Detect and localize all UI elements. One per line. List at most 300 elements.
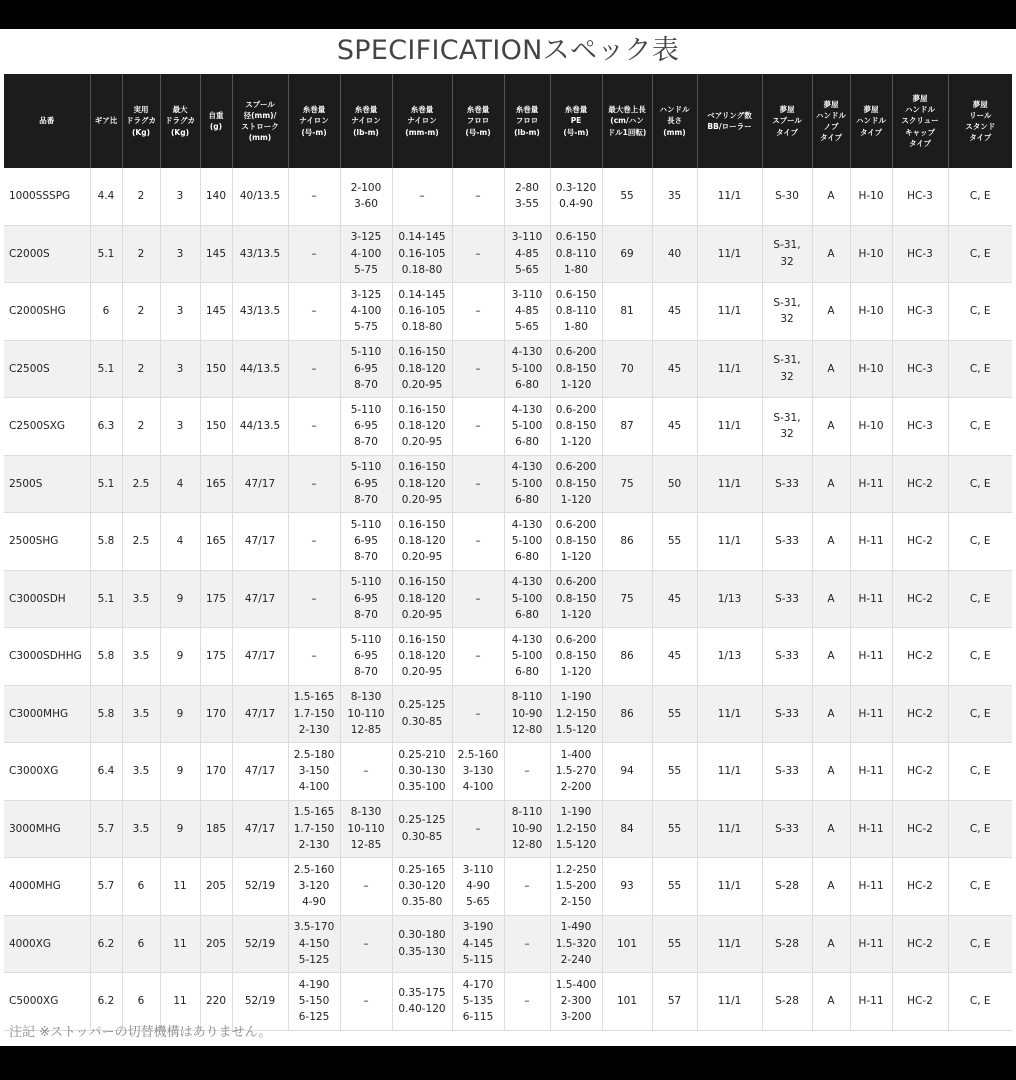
table-cell: 57 — [652, 973, 697, 1031]
cell-line: 5-150 — [298, 995, 330, 1008]
cell-line: S-31, — [773, 411, 801, 424]
table-cell — [762, 398, 812, 456]
table-cell: – — [452, 398, 504, 456]
table-cell — [288, 858, 340, 916]
table-cell: C, E — [948, 398, 1012, 456]
cell-line: 0.16-150 — [398, 403, 446, 416]
cell-line: 径(mm)/ — [243, 110, 277, 120]
table-cell — [504, 283, 550, 341]
cell-line: (mm) — [248, 133, 272, 143]
table-cell — [340, 513, 392, 571]
table-cell — [504, 513, 550, 571]
cell-line: 0.14-145 — [398, 288, 446, 301]
table-cell — [340, 800, 392, 858]
cell-line: 4-130 — [511, 403, 543, 416]
table-cell: 47/17 — [232, 570, 288, 628]
table-cell: C, E — [948, 743, 1012, 801]
table-cell: 170 — [200, 685, 232, 743]
cell-line: 5-110 — [350, 346, 382, 359]
cell-line: 0.35-130 — [398, 945, 446, 958]
table-cell: HC-3 — [892, 340, 948, 398]
table-cell: S-30 — [762, 168, 812, 225]
model-number-cell: C2000SHG — [4, 283, 90, 341]
table-cell: A — [812, 570, 850, 628]
cell-line: 1.5-120 — [555, 838, 597, 851]
cell-line: キャップ — [905, 127, 935, 137]
cell-line: 4-85 — [515, 247, 539, 260]
table-cell: 11 — [160, 973, 200, 1031]
cell-line: 3-110 — [511, 231, 543, 244]
table-row — [4, 628, 1012, 686]
cell-line: ハンドル — [816, 110, 846, 120]
cell-line: フロロ — [466, 116, 490, 126]
cell-line: 2-100 — [350, 181, 382, 194]
table-cell: H-10 — [850, 225, 892, 283]
cell-line: 2-150 — [560, 896, 592, 909]
cell-line: 2-300 — [560, 995, 592, 1008]
table-cell: S-33 — [762, 570, 812, 628]
table-cell: – — [452, 513, 504, 571]
table-cell: 205 — [200, 915, 232, 973]
table-cell — [504, 340, 550, 398]
cell-line: 5-65 — [515, 263, 539, 276]
cell-line: 6-80 — [515, 666, 539, 679]
table-cell: – — [504, 743, 550, 801]
table-cell: S-33 — [762, 685, 812, 743]
cell-line: 0.18-120 — [398, 650, 446, 663]
cell-line: 12-80 — [511, 723, 543, 736]
table-cell: HC-2 — [892, 915, 948, 973]
table-cell: S-28 — [762, 858, 812, 916]
cell-line: 2-130 — [298, 723, 330, 736]
table-cell: 3 — [160, 340, 200, 398]
table-cell: H-10 — [850, 398, 892, 456]
cell-line: 8-130 — [350, 806, 382, 819]
table-cell: 11/1 — [697, 973, 762, 1031]
table-row — [4, 513, 1012, 571]
cell-line: 夢屋 — [863, 105, 879, 115]
cell-line: S-31, — [773, 239, 801, 252]
cell-line: 4-190 — [298, 978, 330, 991]
table-cell: – — [452, 628, 504, 686]
cell-line: 1-120 — [560, 666, 592, 679]
cell-line: S-31, — [773, 354, 801, 367]
model-number-cell: C2500SXG — [4, 398, 90, 456]
cell-line: 8-110 — [511, 806, 543, 819]
cell-line: 1-120 — [560, 378, 592, 391]
table-cell — [340, 628, 392, 686]
table-cell: 94 — [602, 743, 652, 801]
table-cell — [340, 283, 392, 341]
column-header — [4, 74, 90, 168]
cell-line: 32 — [780, 255, 794, 268]
model-number-cell: C3000MHG — [4, 685, 90, 743]
cell-line: 4-170 — [462, 978, 494, 991]
cell-line: (lb-m) — [514, 127, 540, 137]
table-row — [4, 685, 1012, 743]
table-cell: 145 — [200, 283, 232, 341]
table-cell: H-10 — [850, 168, 892, 225]
cell-line: 1.2-150 — [555, 707, 597, 720]
table-cell: 175 — [200, 628, 232, 686]
table-cell: HC-2 — [892, 455, 948, 513]
cell-line: S-31, — [773, 296, 801, 309]
table-cell: 1/13 — [697, 570, 762, 628]
table-cell: 47/17 — [232, 743, 288, 801]
model-number-cell: 3000MHG — [4, 800, 90, 858]
cell-line: 4-90 — [466, 880, 490, 893]
table-cell: HC-3 — [892, 283, 948, 341]
table-cell: – — [504, 973, 550, 1031]
table-cell: HC-2 — [892, 858, 948, 916]
table-cell: A — [812, 398, 850, 456]
table-cell: 47/17 — [232, 455, 288, 513]
cell-line: 1.5-165 — [293, 806, 335, 819]
column-header — [550, 74, 602, 168]
table-cell — [288, 743, 340, 801]
table-cell: 1/13 — [697, 628, 762, 686]
table-cell: 9 — [160, 685, 200, 743]
table-cell — [550, 743, 602, 801]
cell-line: 0.16-150 — [398, 518, 446, 531]
cell-line: 32 — [780, 313, 794, 326]
table-cell: 101 — [602, 915, 652, 973]
table-cell: 40 — [652, 225, 697, 283]
cell-line: 0.18-120 — [398, 535, 446, 548]
table-cell: H-11 — [850, 685, 892, 743]
cell-line: 2-200 — [560, 781, 592, 794]
table-cell — [504, 225, 550, 283]
table-cell: 6 — [122, 858, 160, 916]
cell-line: 0.6-200 — [555, 576, 597, 589]
table-cell: – — [288, 570, 340, 628]
cell-line: 4-130 — [511, 518, 543, 531]
cell-line: 5-65 — [515, 321, 539, 334]
cell-line: (Kg) — [131, 127, 151, 137]
cell-line: 3-125 — [350, 231, 382, 244]
cell-line: 5-75 — [354, 321, 378, 334]
table-cell — [392, 685, 452, 743]
table-cell: H-11 — [850, 800, 892, 858]
table-cell: 55 — [602, 168, 652, 225]
table-cell — [288, 973, 340, 1031]
cell-line: 8-70 — [354, 608, 378, 621]
table-cell: – — [288, 225, 340, 283]
cell-line: 4-130 — [511, 461, 543, 474]
cell-line: 品番 — [39, 116, 55, 126]
cell-line: (cm/ハン — [610, 116, 644, 126]
table-cell — [504, 628, 550, 686]
table-cell: 3.5 — [122, 743, 160, 801]
cell-line: 5-110 — [350, 518, 382, 531]
table-cell: A — [812, 340, 850, 398]
cell-line: スタンド — [965, 122, 996, 131]
table-cell — [452, 743, 504, 801]
cell-line: 1-490 — [560, 921, 592, 934]
column-header — [200, 74, 232, 168]
table-cell: HC-2 — [892, 685, 948, 743]
cell-line: 0.20-95 — [401, 608, 443, 621]
cell-line: 0.8-150 — [555, 362, 597, 375]
table-cell: 170 — [200, 743, 232, 801]
table-cell: C, E — [948, 628, 1012, 686]
table-cell: 6 — [90, 283, 122, 341]
table-cell: – — [340, 915, 392, 973]
cell-line: 0.6-200 — [555, 633, 597, 646]
table-cell: – — [340, 858, 392, 916]
table-cell — [392, 973, 452, 1031]
table-cell: HC-2 — [892, 513, 948, 571]
table-cell: 220 — [200, 973, 232, 1031]
model-number-cell: C2500S — [4, 340, 90, 398]
table-cell: HC-3 — [892, 168, 948, 225]
table-cell: 11/1 — [697, 915, 762, 973]
table-cell — [452, 915, 504, 973]
table-cell: S-28 — [762, 973, 812, 1031]
table-cell — [340, 685, 392, 743]
table-cell: H-11 — [850, 858, 892, 916]
cell-line: 0.6-200 — [555, 518, 597, 531]
table-cell: 11/1 — [697, 800, 762, 858]
table-cell: 3.5 — [122, 685, 160, 743]
cell-line: ギア比 — [94, 116, 118, 126]
table-cell: A — [812, 455, 850, 513]
model-number-cell: C3000SDHHG — [4, 628, 90, 686]
table-cell: C, E — [948, 340, 1012, 398]
table-cell — [392, 455, 452, 513]
table-cell — [392, 858, 452, 916]
cell-line: 3-55 — [515, 198, 539, 211]
table-cell: S-33 — [762, 800, 812, 858]
table-cell: 2.5 — [122, 455, 160, 513]
table-cell — [550, 340, 602, 398]
table-cell — [452, 973, 504, 1031]
cell-line: 5-100 — [511, 535, 543, 548]
table-cell — [550, 915, 602, 973]
cell-line: 0.18-120 — [398, 362, 446, 375]
cell-line: 5-100 — [511, 420, 543, 433]
cell-line: 0.6-200 — [555, 461, 597, 474]
cell-line: 0.30-130 — [398, 765, 446, 778]
table-cell: 40/13.5 — [232, 168, 288, 225]
cell-line: 8-70 — [354, 378, 378, 391]
table-cell — [550, 513, 602, 571]
cell-line: 6-80 — [515, 608, 539, 621]
table-cell: 3.5 — [122, 800, 160, 858]
table-row — [4, 340, 1012, 398]
cell-line: 0.16-150 — [398, 576, 446, 589]
cell-line: 8-70 — [354, 666, 378, 679]
cell-line: 0.18-120 — [398, 592, 446, 605]
cell-line: 3-190 — [462, 921, 494, 934]
table-cell: 3 — [160, 398, 200, 456]
table-cell: 11/1 — [697, 283, 762, 341]
page-title: SPECIFICATIONスペック表 — [336, 35, 680, 66]
cell-line: 2.5-180 — [293, 748, 335, 761]
cell-line: 0.8-150 — [555, 420, 597, 433]
cell-line: PE — [570, 116, 582, 126]
table-cell: 150 — [200, 398, 232, 456]
table-cell: 35 — [652, 168, 697, 225]
cell-line: 0.25-210 — [398, 748, 446, 761]
table-cell: 47/17 — [232, 800, 288, 858]
cell-line: 1.2-150 — [555, 822, 597, 835]
cell-line: 0.18-120 — [398, 477, 446, 490]
table-cell — [762, 283, 812, 341]
table-cell: – — [288, 398, 340, 456]
cell-line: 1-80 — [564, 321, 588, 334]
table-cell: 205 — [200, 858, 232, 916]
table-cell: 5.8 — [90, 513, 122, 571]
cell-line: 0.14-145 — [398, 231, 446, 244]
table-cell: – — [288, 168, 340, 225]
column-header — [504, 74, 550, 168]
table-cell: – — [452, 570, 504, 628]
table-cell: C, E — [948, 685, 1012, 743]
cell-line: 5-100 — [511, 650, 543, 663]
table-cell: HC-2 — [892, 628, 948, 686]
table-cell — [550, 168, 602, 225]
table-cell — [392, 628, 452, 686]
cell-line: 0.30-85 — [401, 830, 443, 843]
cell-line: 8-110 — [511, 691, 543, 704]
cell-line: スプール — [772, 116, 802, 126]
table-cell: 11/1 — [697, 168, 762, 225]
table-cell: 11/1 — [697, 685, 762, 743]
table-cell: – — [340, 973, 392, 1031]
cell-line: 1.5-120 — [555, 723, 597, 736]
table-cell: 165 — [200, 513, 232, 571]
cell-line: 最大巻上長 — [608, 105, 646, 115]
table-cell: 45 — [652, 398, 697, 456]
column-header — [850, 74, 892, 168]
table-cell: 3 — [160, 168, 200, 225]
table-cell — [340, 570, 392, 628]
table-cell — [288, 800, 340, 858]
table-cell: 9 — [160, 800, 200, 858]
table-cell: 55 — [652, 685, 697, 743]
table-cell: H-11 — [850, 743, 892, 801]
cell-line: スプール — [245, 99, 275, 109]
cell-line: 0.16-150 — [398, 633, 446, 646]
table-cell — [288, 915, 340, 973]
table-cell — [550, 283, 602, 341]
column-header — [392, 74, 452, 168]
cell-line: 0.6-150 — [555, 231, 597, 244]
table-cell: C, E — [948, 168, 1012, 225]
cell-line: 4-85 — [515, 305, 539, 318]
cell-line: 3-200 — [560, 1011, 592, 1024]
table-cell: A — [812, 225, 850, 283]
column-header — [90, 74, 122, 168]
table-cell — [340, 168, 392, 225]
cell-line: 0.20-95 — [401, 551, 443, 564]
cell-line: リール — [969, 110, 992, 120]
cell-line: ベアリング数 — [707, 110, 752, 120]
table-cell: HC-2 — [892, 570, 948, 628]
table-cell: 5.7 — [90, 800, 122, 858]
cell-line: 5-110 — [350, 403, 382, 416]
cell-line: 8-70 — [354, 493, 378, 506]
cell-line: 0.20-95 — [401, 493, 443, 506]
table-cell: 6.4 — [90, 743, 122, 801]
footnote: 注記 ※ストッパーの切替機構はありません。 — [9, 1025, 272, 1040]
table-cell: 5.7 — [90, 858, 122, 916]
table-cell: HC-2 — [892, 800, 948, 858]
cell-line: スクリュー — [901, 116, 939, 126]
table-cell: 6.2 — [90, 915, 122, 973]
cell-line: 32 — [780, 428, 794, 441]
column-header — [948, 74, 1012, 168]
cell-line: 5-75 — [354, 263, 378, 276]
cell-line: 夢屋 — [912, 93, 928, 103]
cell-line: 0.8-150 — [555, 650, 597, 663]
cell-line: 0.30-120 — [398, 880, 446, 893]
table-cell: 52/19 — [232, 858, 288, 916]
table-body — [4, 168, 1012, 1030]
cell-line: 3-110 — [462, 863, 494, 876]
table-cell: 43/13.5 — [232, 283, 288, 341]
cell-line: 4-150 — [298, 937, 330, 950]
table-cell: A — [812, 973, 850, 1031]
cell-line: 長さ — [667, 116, 682, 126]
cell-line: 1.5-165 — [293, 691, 335, 704]
table-cell: A — [812, 858, 850, 916]
cell-line: 6-95 — [354, 650, 378, 663]
table-cell: 5.1 — [90, 340, 122, 398]
cell-line: 0.6-200 — [555, 403, 597, 416]
cell-line: 0.18-80 — [401, 263, 443, 276]
cell-line: 5-100 — [511, 592, 543, 605]
table-row — [4, 283, 1012, 341]
cell-line: 4-145 — [462, 937, 494, 950]
cell-line: (mm-m) — [405, 127, 439, 137]
spec-page — [0, 29, 1016, 1046]
table-cell: 52/19 — [232, 915, 288, 973]
table-row — [4, 168, 1012, 225]
table-cell: 5.1 — [90, 570, 122, 628]
table-row — [4, 915, 1012, 973]
cell-line: 0.3-120 — [555, 181, 597, 194]
cell-line: 0.16-105 — [398, 305, 446, 318]
model-number-cell: 4000MHG — [4, 858, 90, 916]
table-cell — [340, 340, 392, 398]
table-cell: 52/19 — [232, 973, 288, 1031]
cell-line: 0.8-150 — [555, 535, 597, 548]
table-cell: 11/1 — [697, 398, 762, 456]
table-cell: 3 — [160, 283, 200, 341]
cell-line: 0.18-120 — [398, 420, 446, 433]
table-cell: 11 — [160, 858, 200, 916]
cell-line: 夢屋 — [779, 105, 795, 115]
cell-line: 12-85 — [350, 723, 382, 736]
table-cell — [504, 570, 550, 628]
table-cell: A — [812, 743, 850, 801]
cell-line: ナイロン — [407, 116, 437, 126]
model-number-cell: 2500SHG — [4, 513, 90, 571]
cell-line: 糸巻量 — [354, 105, 378, 115]
table-cell: – — [504, 915, 550, 973]
cell-line: 1.7-150 — [293, 822, 335, 835]
cell-line: 32 — [780, 370, 794, 383]
cell-line: 0.40-120 — [398, 1003, 446, 1016]
cell-line: 1-190 — [560, 806, 592, 819]
model-number-cell: 4000XG — [4, 915, 90, 973]
table-cell: 86 — [602, 513, 652, 571]
table-cell: 6 — [122, 915, 160, 973]
cell-line: 3-125 — [350, 288, 382, 301]
table-cell: – — [452, 340, 504, 398]
